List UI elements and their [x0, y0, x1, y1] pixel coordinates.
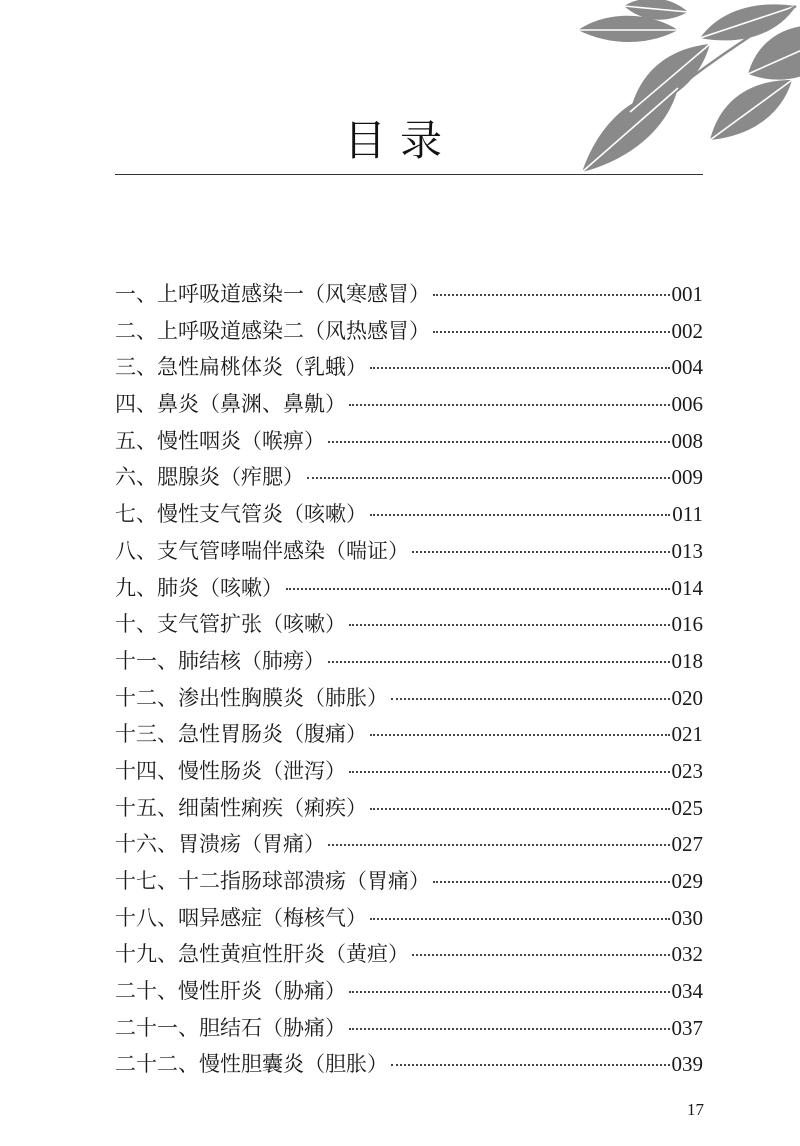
page-number: 17: [687, 1100, 704, 1119]
toc-entry-page: 001: [671, 282, 703, 306]
toc-leader-dots: [286, 587, 670, 590]
toc-entry: [115, 459, 703, 496]
toc-leader-dots: [328, 440, 670, 443]
toc-leader-dots: [349, 403, 670, 406]
toc-entry: [115, 680, 703, 717]
toc-entry-title: 二十、慢性肝炎（胁痛）: [115, 979, 346, 1004]
toc-entry-title: 十五、细菌性痢疾（痢疾）: [115, 795, 367, 820]
toc-entry: [115, 276, 703, 313]
toc-entry-page: 021: [671, 722, 703, 747]
toc-entry-title: 二、上呼吸道感染二（风热感冒）: [115, 318, 430, 343]
toc-leader-dots: [328, 843, 670, 846]
toc-entry-page: 004: [671, 355, 703, 380]
toc-entry-page: 027: [671, 832, 703, 857]
toc-entry-page: 013: [671, 538, 703, 563]
toc-entry-title: 十二、渗出性胸膜炎（肺胀）: [115, 685, 388, 710]
toc-entry-page: 023: [671, 758, 703, 783]
toc-entry: [115, 936, 703, 973]
toc-leader-dots: [412, 550, 670, 553]
toc-entry-title: 九、肺炎（咳嗽）: [115, 575, 283, 600]
toc-entry-page: 006: [671, 392, 703, 417]
toc-leader-dots: [391, 697, 670, 700]
toc-entry-page: 029: [671, 869, 703, 893]
toc-entry: [115, 753, 703, 790]
toc-leader-dots: [349, 623, 670, 626]
toc-entry: [115, 423, 703, 460]
toc-entry-page: 009: [671, 465, 703, 490]
toc-leader-dots: [412, 953, 670, 956]
toc-entry-page: 016: [671, 612, 703, 637]
toc-leader-dots: [433, 880, 670, 883]
toc-leader-dots: [370, 807, 670, 810]
toc-leader-dots: [433, 293, 670, 296]
toc-entry: [115, 863, 703, 900]
toc-leader-dots: [370, 917, 670, 920]
toc-entry: [115, 826, 703, 863]
toc-entry: [115, 570, 703, 607]
toc-entry: [115, 1046, 703, 1083]
toc-leader-dots: [370, 733, 670, 736]
toc-entry-page: 002: [671, 318, 703, 343]
toc-entry-title: 十三、急性胃肠炎（腹痛）: [115, 722, 367, 747]
toc-leader-dots: [433, 330, 670, 333]
toc-leader-dots: [349, 770, 670, 773]
toc-entry-title: 十八、咽异感症（梅核气）: [115, 905, 367, 930]
toc-entry-page: 039: [671, 1052, 703, 1077]
toc-entry-title: 六、腮腺炎（痄腮）: [115, 465, 304, 490]
toc-leader-dots: [307, 476, 670, 479]
title-divider: [115, 174, 703, 175]
toc-leader-dots: [349, 1027, 670, 1030]
toc-entry-title: 二十二、慢性胆囊炎（胆胀）: [115, 1052, 388, 1077]
toc-entry-page: 032: [671, 942, 703, 967]
toc-entry-page: 037: [671, 1015, 703, 1040]
toc-entry: [115, 973, 703, 1010]
toc-entry-page: 008: [671, 428, 703, 453]
toc-entry-title: 七、慢性支气管炎（咳嗽）: [115, 502, 367, 527]
toc-leader-dots: [328, 660, 670, 663]
page-title: 目录: [343, 116, 456, 165]
toc-entry-title: 十七、十二指肠球部溃疡（胃痛）: [115, 869, 430, 893]
toc-leader-dots: [370, 513, 670, 516]
toc-entry: [115, 313, 703, 350]
toc-entry-title: 十一、肺结核（肺痨）: [115, 648, 325, 673]
toc-leader-dots: [370, 366, 670, 369]
toc-entry-title: 十九、急性黄疸性肝炎（黄疸）: [115, 942, 409, 967]
toc-entry-page: 011: [672, 502, 703, 527]
toc-entry: [115, 533, 703, 570]
toc-entry: [115, 349, 703, 386]
toc-entry-page: 025: [671, 795, 703, 820]
toc-entry-page: 030: [671, 905, 703, 930]
toc-entry-page: 034: [671, 979, 703, 1004]
toc-entry-page: 018: [671, 648, 703, 673]
table-of-contents: [115, 276, 703, 1083]
toc-entry-title: 十四、慢性肠炎（泄泻）: [115, 758, 346, 783]
toc-entry: [115, 606, 703, 643]
toc-entry: [115, 496, 703, 533]
toc-leader-dots: [349, 990, 670, 993]
toc-entry: [115, 643, 703, 680]
toc-entry-title: 二十一、胆结石（胁痛）: [115, 1015, 346, 1040]
toc-entry-title: 三、急性扁桃体炎（乳蛾）: [115, 355, 367, 380]
toc-entry-title: 十、支气管扩张（咳嗽）: [115, 612, 346, 637]
toc-entry-title: 一、上呼吸道感染一（风寒感冒）: [115, 282, 430, 306]
toc-entry: [115, 790, 703, 827]
toc-entry-page: 020: [671, 685, 703, 710]
toc-entry-title: 十六、胃溃疡（胃痛）: [115, 832, 325, 857]
toc-entry-title: 八、支气管哮喘伴感染（喘证）: [115, 538, 409, 563]
toc-entry-title: 五、慢性咽炎（喉痹）: [115, 428, 325, 453]
toc-entry: [115, 1010, 703, 1047]
toc-entry: [115, 716, 703, 753]
toc-entry: [115, 386, 703, 423]
toc-entry-title: 四、鼻炎（鼻渊、鼻鼽）: [115, 392, 346, 417]
toc-entry-page: 014: [671, 575, 703, 600]
toc-entry: [115, 900, 703, 937]
toc-leader-dots: [391, 1063, 670, 1066]
